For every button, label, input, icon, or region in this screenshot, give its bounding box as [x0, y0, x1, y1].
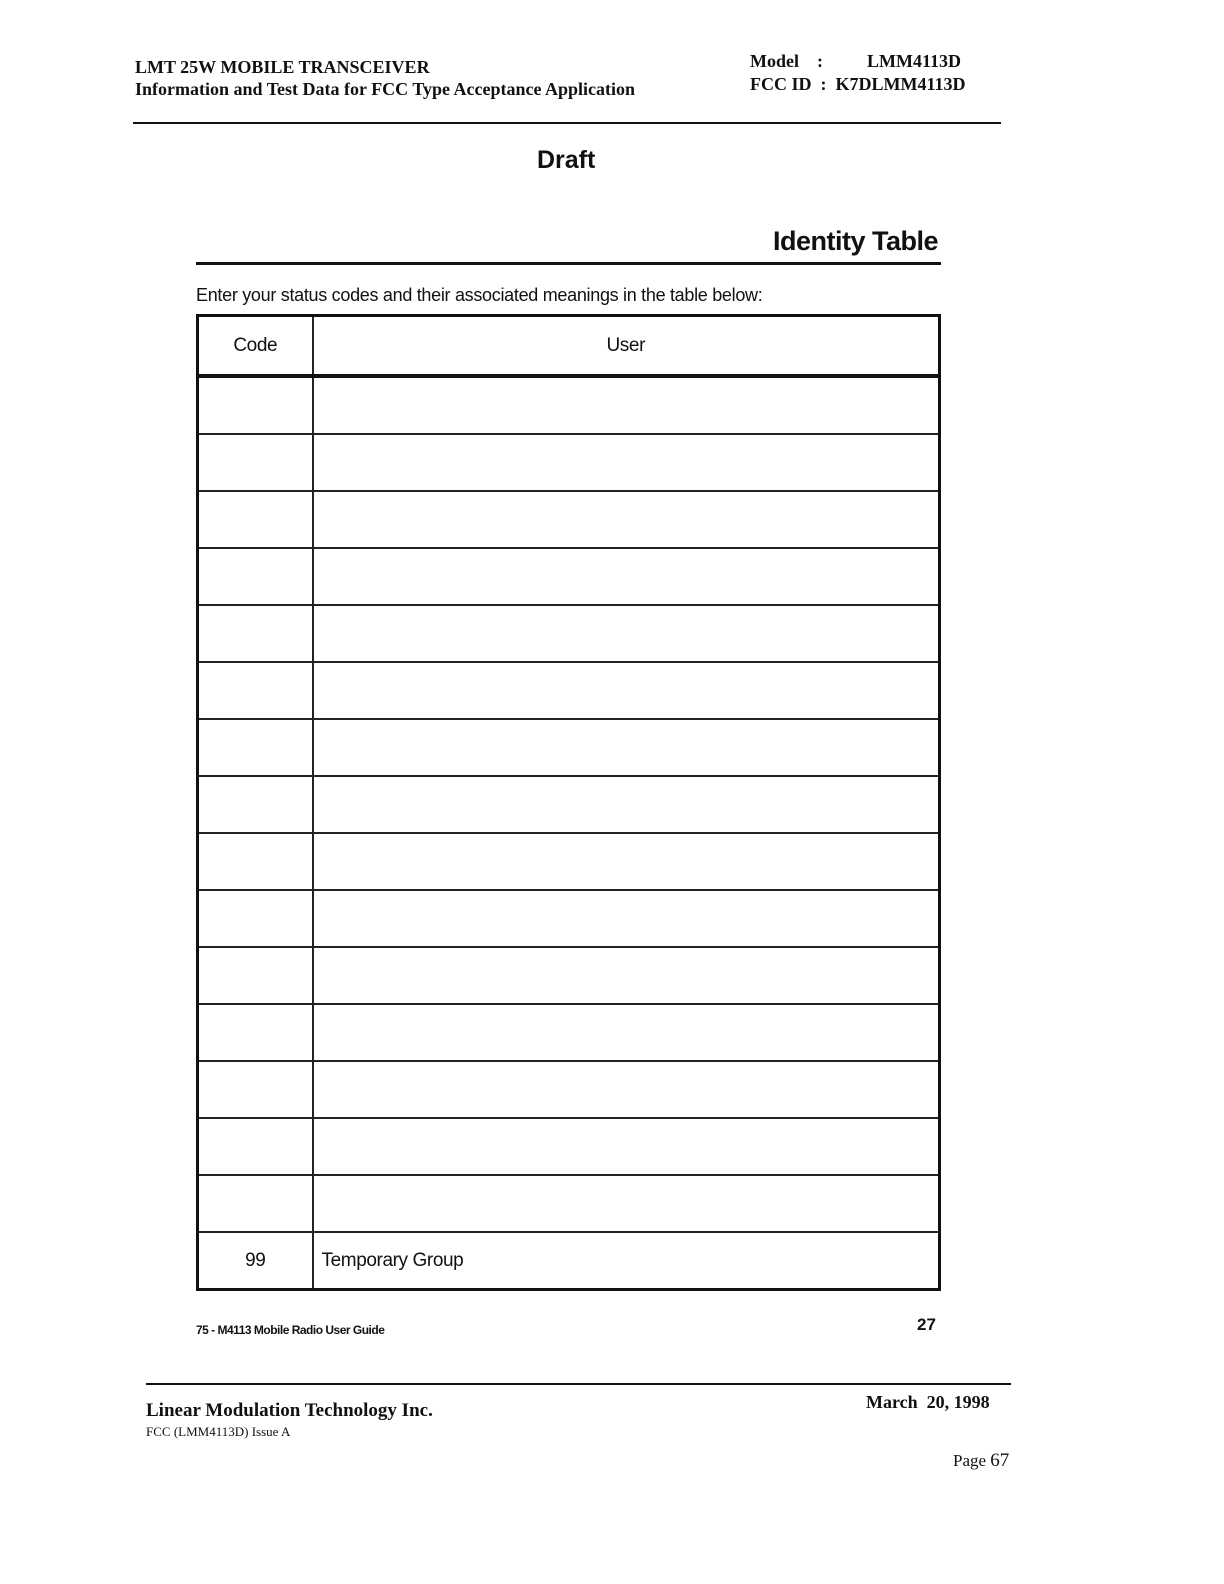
fcc-id-line: FCC ID : K7DLMM4113D — [750, 74, 966, 94]
table-row — [198, 776, 940, 833]
table-row — [198, 1004, 940, 1061]
model-value: LMM4113D — [867, 51, 961, 71]
table-row — [198, 947, 940, 1004]
code-cell[interactable] — [198, 890, 313, 947]
user-cell[interactable] — [313, 719, 940, 776]
code-cell[interactable] — [198, 947, 313, 1004]
document-title: LMT 25W MOBILE TRANSCEIVER — [135, 57, 430, 77]
user-column-header: User — [313, 316, 940, 377]
model-label: Model — [750, 51, 799, 71]
user-cell[interactable] — [313, 548, 940, 605]
page-number: 67 — [990, 1450, 1010, 1471]
code-cell[interactable] — [198, 491, 313, 548]
code-cell[interactable] — [198, 1175, 313, 1232]
instructions: Enter your status codes and their associated meanings in the table below: — [196, 285, 763, 305]
code-cell[interactable] — [198, 719, 313, 776]
user-cell[interactable] — [313, 1118, 940, 1175]
guide-footer: 75 - M4113 Mobile Radio User Guide — [196, 1323, 385, 1337]
model-line: Model : LMM4113D — [750, 51, 961, 71]
page-indicator — [953, 1450, 1009, 1472]
table-row — [198, 548, 940, 605]
table-row — [198, 434, 940, 491]
code-cell[interactable] — [198, 548, 313, 605]
table-row — [198, 890, 940, 947]
issue-label: FCC (LMM4113D) Issue A — [146, 1424, 291, 1439]
table-row — [198, 833, 940, 890]
draft-label: Draft — [537, 146, 596, 174]
user-cell[interactable] — [313, 1004, 940, 1061]
user-cell[interactable] — [313, 776, 940, 833]
user-cell[interactable] — [313, 833, 940, 890]
code-cell[interactable] — [198, 376, 313, 434]
table-row — [198, 1118, 940, 1175]
code-cell[interactable]: 99 — [198, 1232, 313, 1290]
document-subtitle: Information and Test Data for FCC Type Acceptance Application — [135, 79, 636, 99]
user-cell[interactable] — [313, 1175, 940, 1232]
table-row — [198, 662, 940, 719]
fcc-id-value: K7DLMM4113D — [835, 74, 966, 94]
page-label: Page — [953, 1451, 987, 1470]
section-title: Identity Table — [772, 226, 938, 256]
code-cell[interactable] — [198, 434, 313, 491]
code-cell[interactable] — [198, 1004, 313, 1061]
company-name: Linear Modulation Technology Inc. — [146, 1400, 433, 1421]
footer-divider — [146, 1383, 1011, 1385]
identity-table — [196, 314, 941, 1291]
table-row — [198, 376, 940, 434]
section-divider — [196, 262, 941, 265]
user-cell[interactable] — [313, 376, 940, 434]
code-cell[interactable] — [198, 662, 313, 719]
table-row — [198, 491, 940, 548]
code-cell[interactable] — [198, 1061, 313, 1118]
guide-page-number: 27 — [917, 1315, 936, 1334]
table-row — [198, 1232, 940, 1290]
user-cell[interactable] — [313, 1061, 940, 1118]
code-column-header: Code — [198, 316, 313, 377]
user-cell[interactable]: Temporary Group — [313, 1232, 940, 1290]
user-cell[interactable] — [313, 662, 940, 719]
header-divider — [133, 122, 1001, 124]
user-cell[interactable] — [313, 605, 940, 662]
user-cell[interactable] — [313, 434, 940, 491]
code-cell[interactable] — [198, 833, 313, 890]
document-date: March 20, 1998 — [866, 1392, 990, 1412]
table-row — [198, 605, 940, 662]
table-row — [198, 1175, 940, 1232]
table-row — [198, 719, 940, 776]
table-header-row — [198, 316, 940, 377]
code-cell[interactable] — [198, 1118, 313, 1175]
user-cell[interactable] — [313, 947, 940, 1004]
user-cell[interactable] — [313, 491, 940, 548]
code-cell[interactable] — [198, 605, 313, 662]
fcc-id-label: FCC ID — [750, 74, 812, 94]
table-row — [198, 1061, 940, 1118]
user-cell[interactable] — [313, 890, 940, 947]
code-cell[interactable] — [198, 776, 313, 833]
